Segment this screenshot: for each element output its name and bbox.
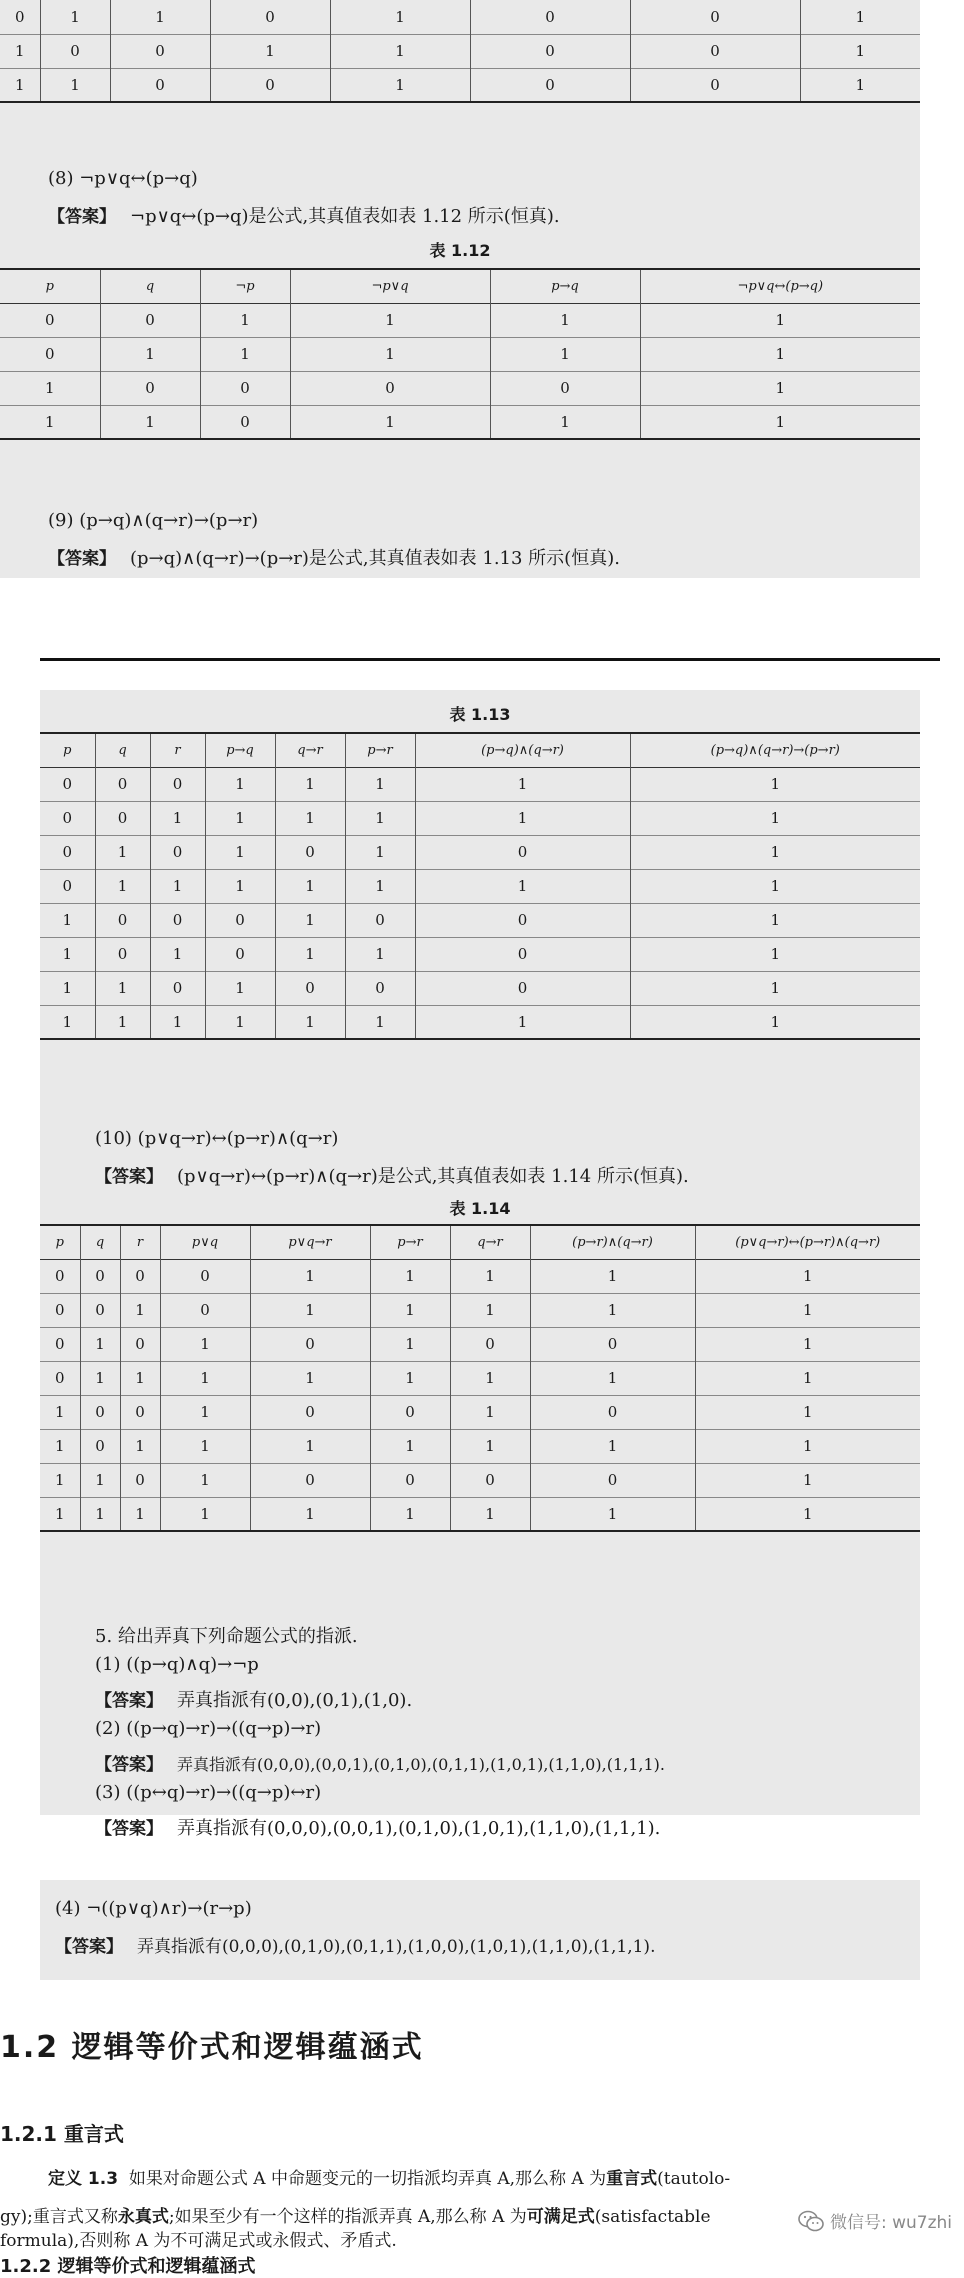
table-cell: 1 [415, 869, 630, 903]
answer-text: (p→q)∧(q→r)→(p→r)是公式,其真值表如表 1.13 所示(恒真). [130, 548, 620, 569]
column-header: p [0, 269, 100, 303]
table-row [40, 1361, 920, 1395]
table-cell: 1 [150, 937, 205, 971]
term-always-true: 永真式 [117, 2207, 169, 2227]
table-row [0, 371, 920, 405]
table-cell: 0 [370, 1395, 450, 1429]
table-cell: 0 [275, 971, 345, 1005]
table-cell: 1 [695, 1497, 920, 1531]
header-row [40, 1225, 920, 1259]
answer-text: ¬p∨q↔(p→q)是公式,其真值表如表 1.12 所示(恒真). [130, 206, 560, 227]
answer-text: 弄真指派有(0,0),(0,1),(1,0). [177, 1690, 413, 1711]
table-cell: 1 [80, 1327, 120, 1361]
table-cell: 0 [95, 801, 150, 835]
table-cell: 1 [330, 34, 470, 68]
table-cell: 1 [630, 835, 920, 869]
answer-text: 弄真指派有(0,0,0),(0,0,1),(0,1,0),(1,0,1),(1,1,0),(1,1,1). [177, 1818, 661, 1839]
table-cell: 1 [100, 337, 200, 371]
table-cell: 0 [530, 1463, 695, 1497]
table-cell: 0 [120, 1463, 160, 1497]
table-cell: 1 [330, 0, 470, 34]
table-cell: 1 [275, 1005, 345, 1039]
table-cell: 0 [150, 835, 205, 869]
column-header: ¬p∨q [290, 269, 490, 303]
table-cell: 1 [415, 767, 630, 801]
table-cell: 1 [95, 1005, 150, 1039]
table-cell: 0 [630, 68, 800, 102]
table-row [40, 1005, 920, 1039]
table-cell: 1 [695, 1463, 920, 1497]
table-cell: 1 [345, 937, 415, 971]
table-header [0, 269, 920, 303]
table-cell: 1 [275, 869, 345, 903]
table-cell: 0 [530, 1327, 695, 1361]
table-cell: 0 [200, 371, 290, 405]
watermark-text: 微信号: wu7zhi [829, 2213, 952, 2233]
table-body [40, 1259, 920, 1531]
table-cell: 0 [205, 937, 275, 971]
def-text: (tautolo- [657, 2169, 731, 2189]
answer-label: 【答案】 [95, 1755, 163, 1775]
column-header: p∨q [160, 1225, 250, 1259]
answer-label: 【答案】 [55, 1937, 123, 1957]
table-cell: 0 [470, 34, 630, 68]
def-text: gy);重言式又称 [0, 2207, 118, 2227]
table-cell: 1 [450, 1361, 530, 1395]
q5-item1-question: (1) ((p→q)∧q)→¬p [95, 1654, 259, 1675]
table-cell: 0 [200, 405, 290, 439]
table-cell: 0 [160, 1293, 250, 1327]
table-1-13-caption: 表 1.13 [449, 705, 511, 724]
table-cell: 0 [470, 68, 630, 102]
table-cell: 0 [95, 903, 150, 937]
table-cell: 0 [210, 0, 330, 34]
table-cell: 0 [250, 1327, 370, 1361]
table-cell: 1 [450, 1429, 530, 1463]
q5-item4-question: (4) ¬((p∨q)∧r)→(r→p) [55, 1898, 252, 1919]
table-cell: 0 [40, 767, 95, 801]
table-cell: 1 [0, 34, 40, 68]
table-cell: 1 [275, 801, 345, 835]
table-cell: 0 [120, 1259, 160, 1293]
answer-label: 【答案】 [48, 207, 116, 227]
table-row [0, 34, 920, 68]
table-cell: 0 [415, 971, 630, 1005]
table-cell: 1 [95, 835, 150, 869]
column-header: (p∨q→r)↔(p→r)∧(q→r) [695, 1225, 920, 1259]
table-cell: 0 [205, 903, 275, 937]
def-text: formula),否则称 A 为不可满足式或永假式、矛盾式. [0, 2231, 397, 2251]
table-row [40, 937, 920, 971]
column-header: q [95, 733, 150, 767]
answer-label: 【答案】 [95, 1167, 163, 1187]
table-cell: 1 [630, 801, 920, 835]
table-cell: 1 [0, 68, 40, 102]
table-cell: 0 [40, 1259, 80, 1293]
table-cell: 1 [450, 1259, 530, 1293]
table-row [0, 0, 920, 34]
table-cell: 1 [630, 903, 920, 937]
table-cell: 1 [40, 1497, 80, 1531]
table-cell: 0 [290, 371, 490, 405]
table-cell: 1 [695, 1327, 920, 1361]
table-row [40, 1327, 920, 1361]
table-cell: 0 [345, 971, 415, 1005]
table-cell: 0 [415, 903, 630, 937]
table-cell: 1 [200, 337, 290, 371]
table-cell: 1 [205, 869, 275, 903]
table-cell: 1 [40, 971, 95, 1005]
table-cell: 0 [275, 835, 345, 869]
table-1-14 [40, 1224, 920, 1532]
table-cell: 0 [120, 1327, 160, 1361]
header-row [0, 269, 920, 303]
table-cell: 1 [450, 1497, 530, 1531]
table-cell: 1 [40, 937, 95, 971]
table-cell: 1 [530, 1497, 695, 1531]
table-cell: 1 [630, 971, 920, 1005]
table-cell: 1 [695, 1395, 920, 1429]
next-subsection-title: 1.2.2 逻辑等价式和逻辑蕴涵式 [0, 2256, 256, 2277]
table-cell: 1 [530, 1361, 695, 1395]
table-body [40, 767, 920, 1039]
table-1-11-tail [0, 0, 920, 103]
table-cell: 1 [640, 405, 920, 439]
table-row [0, 303, 920, 337]
table-cell: 1 [160, 1361, 250, 1395]
answer-text: (p∨q→r)↔(p→r)∧(q→r)是公式,其真值表如表 1.14 所示(恒真). [177, 1166, 689, 1187]
table-cell: 1 [530, 1429, 695, 1463]
table-cell: 1 [40, 0, 110, 34]
table-cell: 0 [415, 835, 630, 869]
table-cell: 1 [205, 835, 275, 869]
table-cell: 1 [160, 1463, 250, 1497]
q5-item1-answer [95, 1686, 412, 1712]
term-tautology: 重言式 [606, 2169, 658, 2189]
table-row [40, 1293, 920, 1327]
column-header: r [150, 733, 205, 767]
column-header: p→q [205, 733, 275, 767]
table-cell: 1 [120, 1497, 160, 1531]
answer-text: 弄真指派有(0,0,0),(0,0,1),(0,1,0),(0,1,1),(1,0,1),(1,1,0),(1,1,1). [177, 1755, 665, 1774]
table-cell: 1 [250, 1293, 370, 1327]
table-cell: 0 [40, 1361, 80, 1395]
table-cell: 0 [0, 337, 100, 371]
table-cell: 0 [40, 835, 95, 869]
table-cell: 1 [640, 303, 920, 337]
table-cell: 1 [160, 1497, 250, 1531]
table-cell: 1 [370, 1293, 450, 1327]
table-cell: 1 [630, 937, 920, 971]
table-cell: 1 [40, 1005, 95, 1039]
table-cell: 1 [640, 371, 920, 405]
table-cell: 0 [120, 1395, 160, 1429]
table-cell: 1 [205, 971, 275, 1005]
table-cell: 0 [250, 1395, 370, 1429]
table-cell: 1 [290, 405, 490, 439]
column-header: (p→q)∧(q→r)→(p→r) [630, 733, 920, 767]
table-cell: 0 [40, 1327, 80, 1361]
column-header: p [40, 733, 95, 767]
column-header: (p→r)∧(q→r) [530, 1225, 695, 1259]
table-cell: 0 [370, 1463, 450, 1497]
table-cell: 1 [490, 303, 640, 337]
table-cell: 0 [160, 1259, 250, 1293]
table-cell: 0 [40, 869, 95, 903]
table-cell: 1 [250, 1497, 370, 1531]
table-body [0, 0, 920, 102]
item10-question: (10) (p∨q→r)↔(p→r)∧(q→r) [95, 1128, 339, 1149]
table-row [0, 405, 920, 439]
table-cell: 1 [205, 767, 275, 801]
table-cell: 0 [210, 68, 330, 102]
section-title: 1.2 逻辑等价式和逻辑蕴涵式 [0, 2030, 424, 2065]
table-cell: 1 [40, 1395, 80, 1429]
table-cell: 1 [40, 903, 95, 937]
table-cell: 0 [80, 1395, 120, 1429]
table-cell: 1 [205, 801, 275, 835]
table-cell: 0 [630, 0, 800, 34]
table-cell: 0 [250, 1463, 370, 1497]
table-cell: 1 [290, 303, 490, 337]
table-cell: 0 [110, 68, 210, 102]
watermark [798, 2208, 952, 2233]
table-cell: 1 [120, 1361, 160, 1395]
table-cell: 1 [160, 1429, 250, 1463]
column-header: p→q [490, 269, 640, 303]
table-header [40, 1225, 920, 1259]
table-cell: 1 [800, 68, 920, 102]
table-cell: 0 [80, 1429, 120, 1463]
table-cell: 0 [150, 971, 205, 1005]
table-cell: 0 [0, 0, 40, 34]
column-header: p→r [345, 733, 415, 767]
def-text: 如果对命题公式 A 中命题变元的一切指派均弄真 A,那么称 A 为 [128, 2169, 607, 2189]
table-cell: 1 [150, 801, 205, 835]
def-text: (satisfactable [594, 2207, 711, 2227]
column-header: p∨q→r [250, 1225, 370, 1259]
table-cell: 1 [415, 1005, 630, 1039]
table-cell: 1 [80, 1497, 120, 1531]
item9-question: (9) (p→q)∧(q→r)→(p→r) [48, 510, 259, 531]
q5-title: 5. 给出弄真下列命题公式的指派. [95, 1626, 358, 1647]
table-row [40, 971, 920, 1005]
table-1-13 [40, 732, 920, 1040]
table-cell: 1 [0, 405, 100, 439]
column-header: q [80, 1225, 120, 1259]
table-cell: 1 [800, 34, 920, 68]
table-cell: 1 [150, 869, 205, 903]
table-cell: 0 [345, 903, 415, 937]
table-cell: 1 [160, 1327, 250, 1361]
table-cell: 1 [345, 1005, 415, 1039]
table-cell: 1 [345, 801, 415, 835]
table-cell: 0 [110, 34, 210, 68]
table-cell: 1 [80, 1361, 120, 1395]
q5-item2-question: (2) ((p→q)→r)→((q→p)→r) [95, 1718, 322, 1739]
q5-item3-question: (3) ((p↔q)→r)→((q→p)↔r) [95, 1782, 322, 1803]
table-cell: 0 [0, 303, 100, 337]
table-cell: 1 [630, 767, 920, 801]
column-header: q→r [450, 1225, 530, 1259]
def-text: ;如果至少有一个这样的指派弄真 A,那么称 A 为 [168, 2207, 527, 2227]
table-row [40, 869, 920, 903]
table-cell: 1 [120, 1429, 160, 1463]
table-row [40, 1497, 920, 1531]
table-cell: 1 [205, 1005, 275, 1039]
table-cell: 0 [630, 34, 800, 68]
item8-answer [48, 202, 560, 228]
table-cell: 0 [470, 0, 630, 34]
table-cell: 1 [275, 903, 345, 937]
term-satisfiable: 可满足式 [526, 2207, 595, 2227]
table-cell: 0 [40, 1293, 80, 1327]
table-cell: 1 [210, 34, 330, 68]
table-cell: 0 [80, 1259, 120, 1293]
table-cell: 0 [100, 303, 200, 337]
table-cell: 1 [530, 1293, 695, 1327]
wechat-icon [798, 2210, 824, 2232]
column-header: q→r [275, 733, 345, 767]
table-cell: 1 [290, 337, 490, 371]
table-cell: 0 [150, 903, 205, 937]
table-cell: 0 [530, 1395, 695, 1429]
answer-label: 【答案】 [48, 549, 116, 569]
table-cell: 0 [150, 767, 205, 801]
table-cell: 1 [490, 405, 640, 439]
table-cell: 1 [695, 1429, 920, 1463]
answer-label: 【答案】 [95, 1819, 163, 1839]
table-cell: 1 [120, 1293, 160, 1327]
table-cell: 1 [345, 869, 415, 903]
answer-text: 弄真指派有(0,0,0),(0,1,0),(0,1,1),(1,0,0),(1,0,1),(1,1,0),(1,1,1). [137, 1937, 656, 1957]
table-cell: 1 [695, 1259, 920, 1293]
table-cell: 0 [450, 1463, 530, 1497]
table-row [40, 903, 920, 937]
table-cell: 1 [490, 337, 640, 371]
table-cell: 0 [80, 1293, 120, 1327]
page-divider [40, 658, 940, 661]
subsection-title: 1.2.1 重言式 [0, 2122, 124, 2146]
table-cell: 1 [345, 767, 415, 801]
q5-item3-answer [95, 1814, 660, 1840]
item8-question: (8) ¬p∨q↔(p→q) [48, 168, 198, 189]
table-cell: 1 [370, 1497, 450, 1531]
table-cell: 1 [450, 1395, 530, 1429]
q5-item2-answer [95, 1750, 665, 1775]
table-cell: 0 [415, 937, 630, 971]
table-cell: 1 [695, 1293, 920, 1327]
table-cell: 1 [370, 1259, 450, 1293]
table-row [0, 68, 920, 102]
table-cell: 1 [150, 1005, 205, 1039]
column-header: ¬p∨q↔(p→q) [640, 269, 920, 303]
table-row [40, 801, 920, 835]
header-row [40, 733, 920, 767]
item10-answer [95, 1162, 689, 1188]
table-cell: 1 [530, 1259, 695, 1293]
table-cell: 1 [275, 937, 345, 971]
table-1-12-caption: 表 1.12 [429, 241, 491, 260]
table-cell: 1 [370, 1327, 450, 1361]
table-cell: 1 [80, 1463, 120, 1497]
table-cell: 1 [695, 1361, 920, 1395]
table-cell: 1 [450, 1293, 530, 1327]
column-header: p [40, 1225, 80, 1259]
table-row [0, 337, 920, 371]
table-cell: 1 [40, 1429, 80, 1463]
table-cell: 1 [370, 1361, 450, 1395]
definition-label: 定义 1.3 [48, 2169, 119, 2189]
table-cell: 1 [110, 0, 210, 34]
table-cell: 0 [490, 371, 640, 405]
table-cell: 1 [630, 1005, 920, 1039]
table-cell: 1 [95, 971, 150, 1005]
table-body [0, 303, 920, 439]
column-header: q [100, 269, 200, 303]
table-cell: 1 [415, 801, 630, 835]
table-cell: 1 [100, 405, 200, 439]
item9-answer [48, 544, 620, 570]
table-cell: 0 [40, 801, 95, 835]
table-cell: 1 [275, 767, 345, 801]
table-cell: 1 [200, 303, 290, 337]
table-cell: 1 [250, 1259, 370, 1293]
table-row [40, 835, 920, 869]
table-cell: 0 [95, 767, 150, 801]
table-cell: 1 [250, 1429, 370, 1463]
table-cell: 1 [630, 869, 920, 903]
q5-item4-answer [55, 1932, 655, 1957]
table-cell: 1 [40, 68, 110, 102]
table-cell: 1 [800, 0, 920, 34]
table-cell: 1 [95, 869, 150, 903]
table-cell: 1 [330, 68, 470, 102]
column-header: r [120, 1225, 160, 1259]
table-cell: 0 [100, 371, 200, 405]
table-cell: 1 [250, 1361, 370, 1395]
scan-region-bottom [40, 1880, 920, 1980]
table-cell: 1 [345, 835, 415, 869]
answer-label: 【答案】 [95, 1691, 163, 1711]
table-cell: 1 [160, 1395, 250, 1429]
table-cell: 1 [0, 371, 100, 405]
table-header [40, 733, 920, 767]
column-header: (p→q)∧(q→r) [415, 733, 630, 767]
table-row [40, 767, 920, 801]
table-row [40, 1259, 920, 1293]
table-row [40, 1463, 920, 1497]
table-row [40, 1429, 920, 1463]
table-cell: 0 [95, 937, 150, 971]
table-cell: 0 [40, 34, 110, 68]
table-cell: 1 [40, 1463, 80, 1497]
column-header: ¬p [200, 269, 290, 303]
table-1-12 [0, 268, 920, 440]
table-row [40, 1395, 920, 1429]
table-cell: 1 [640, 337, 920, 371]
table-1-14-caption: 表 1.14 [449, 1199, 511, 1218]
column-header: p→r [370, 1225, 450, 1259]
table-cell: 0 [450, 1327, 530, 1361]
table-cell: 1 [370, 1429, 450, 1463]
